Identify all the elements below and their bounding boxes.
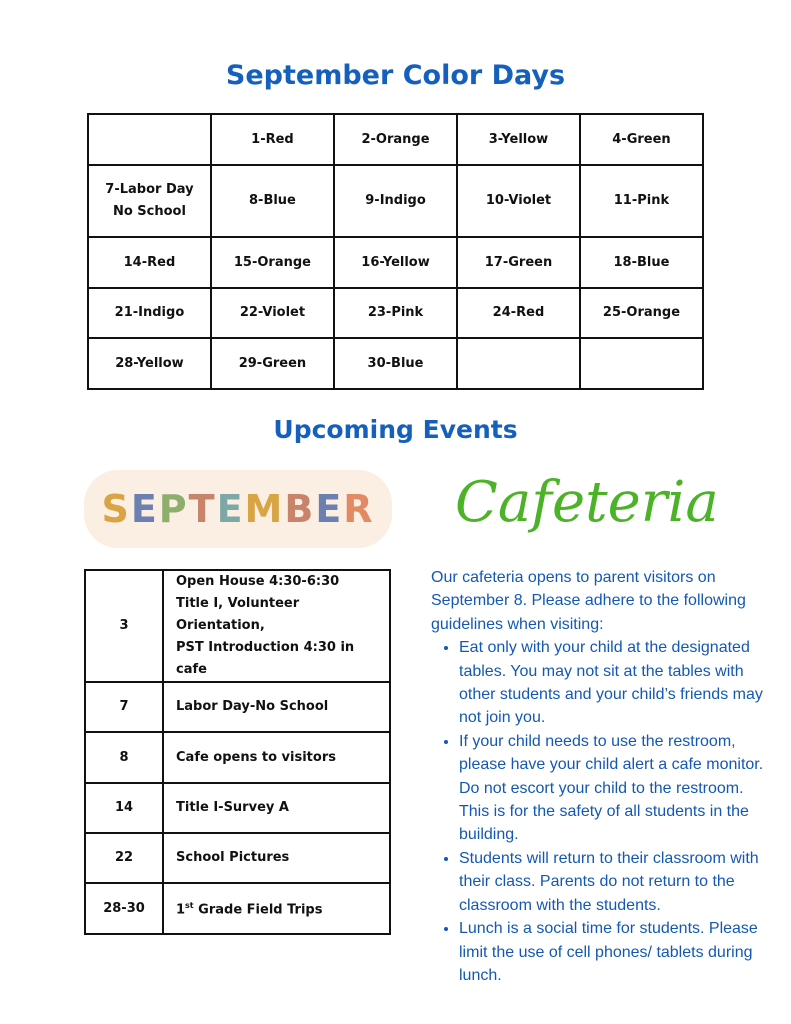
events-title: Upcoming Events — [273, 415, 518, 444]
table-cell: 11-Pink — [580, 165, 703, 237]
event-description: School Pictures — [163, 833, 390, 883]
event-date: 7 — [85, 682, 163, 732]
table-cell: 4-Green — [580, 114, 703, 165]
table-cell: 21-Indigo — [88, 288, 211, 338]
banner-letter: P — [158, 487, 189, 531]
table-cell: 16-Yellow — [334, 237, 457, 288]
ordinal-suffix: st — [185, 901, 194, 911]
table-cell: 14-Red — [88, 237, 211, 288]
table-cell: 30-Blue — [334, 338, 457, 389]
banner-letter: E — [216, 487, 245, 531]
table-cell: 25-Orange — [580, 288, 703, 338]
cafeteria-title: Cafeteria — [455, 470, 719, 535]
banner-letter: T — [188, 487, 217, 531]
table-cell: 28-Yellow — [88, 338, 211, 389]
table-cell: 23-Pink — [334, 288, 457, 338]
september-banner — [84, 470, 392, 548]
color-days-title: September Color Days — [225, 60, 566, 91]
event-date: 28-30 — [85, 883, 163, 934]
guideline-list — [431, 636, 766, 987]
guideline-item: • Eat only with your child at the designated tables. You may not sit at the tables with other students and your child’s friends may not join you. — [459, 636, 766, 730]
color-days-table — [87, 113, 704, 390]
table-cell: 3-Yellow — [457, 114, 580, 165]
event-date: 3 — [85, 570, 163, 682]
event-text: 1 — [176, 902, 186, 918]
banner-letter: R — [343, 487, 375, 531]
table-cell: 7-Labor Day No School — [88, 165, 211, 237]
event-date: 8 — [85, 732, 163, 783]
table-cell: 24-Red — [457, 288, 580, 338]
event-description: Open House 4:30-6:30 Title I, Volunteer Orientation, PST Introduction 4:30 in cafe — [163, 570, 390, 682]
table-cell: 10-Violet — [457, 165, 580, 237]
table-cell: 17-Green — [457, 237, 580, 288]
table-cell — [457, 338, 580, 389]
table-cell: 15-Orange — [211, 237, 334, 288]
table-cell: 18-Blue — [580, 237, 703, 288]
event-description: Labor Day-No School — [163, 682, 390, 732]
cafeteria-intro: Our cafeteria opens to parent visitors on September 8. Please adhere to the following guidelines when visiting: — [431, 569, 746, 633]
table-cell: 29-Green — [211, 338, 334, 389]
banner-letter: E — [315, 487, 344, 531]
event-text: Grade Field Trips — [193, 902, 323, 918]
guideline-item: • If your child needs to use the restroom, please have your child alert a cafe monitor. Do not escort your child to the restroom. This is for the safety of all students in the building. — [459, 730, 766, 847]
event-description: Cafe opens to visitors — [163, 732, 390, 783]
table-cell: 2-Orange — [334, 114, 457, 165]
banner-letter: S — [101, 487, 131, 531]
table-cell: 8-Blue — [211, 165, 334, 237]
event-description: Title I-Survey A — [163, 783, 390, 833]
event-description — [163, 883, 390, 934]
guideline-item: • Lunch is a social time for students. Please limit the use of cell phones/ tablets during lunch. — [459, 917, 766, 987]
table-cell: 9-Indigo — [334, 165, 457, 237]
table-cell: 1-Red — [211, 114, 334, 165]
banner-letter: B — [284, 487, 316, 531]
banner-letter: E — [130, 487, 159, 531]
events-table — [84, 569, 391, 935]
table-cell — [88, 114, 211, 165]
banner-letter: M — [244, 487, 285, 531]
table-cell: 22-Violet — [211, 288, 334, 338]
event-date: 14 — [85, 783, 163, 833]
guideline-item: • Students will return to their classroom with their class. Parents do not return to the classroom with the students. — [459, 847, 766, 917]
event-date: 22 — [85, 833, 163, 883]
september-banner-text — [101, 487, 374, 531]
table-cell — [580, 338, 703, 389]
cafeteria-guidelines — [431, 566, 766, 987]
